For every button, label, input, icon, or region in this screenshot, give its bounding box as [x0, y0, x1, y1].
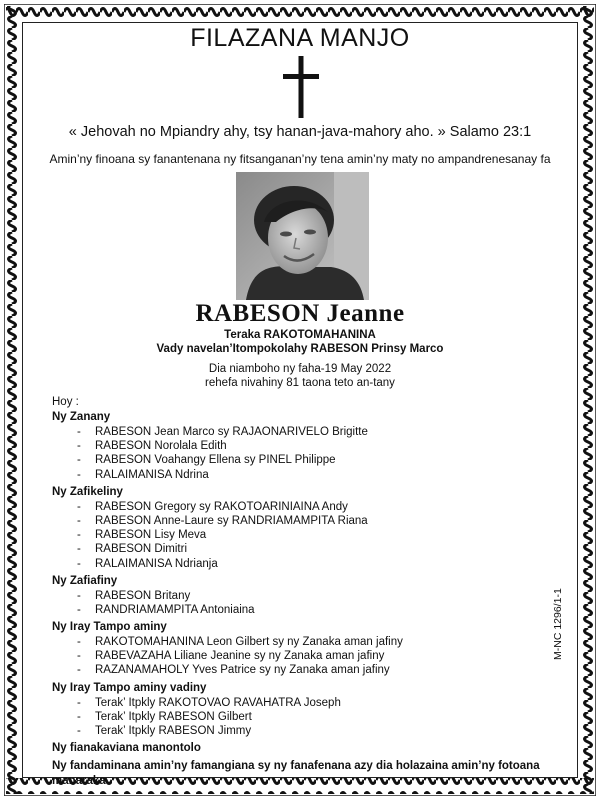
list-item: - RAZANAMAHOLY Yves Patrice sy ny Zanaka aman jafiny: [77, 664, 390, 677]
list-item: - RAKOTOMAHANINA Leon Gilbert sy ny Zanaka aman jafiny: [77, 636, 403, 649]
dash-marker: -: [77, 710, 81, 723]
dash-marker: -: [77, 696, 81, 709]
dash-marker: -: [77, 454, 81, 467]
list-item: - RABESON Dimitri: [77, 543, 188, 556]
dash-marker: -: [77, 603, 81, 616]
cross-icon: [283, 56, 319, 118]
footer-note: Ny fandaminana amin’ny famangiana sy ny fanafenana azy dia holazaina amin’ny fotoana manaraka.: [52, 760, 540, 788]
list-item: - Terak’ Itpkly RABESON Jimmy: [77, 725, 252, 737]
list-item: - RANDRIAMAMPITA Antoniaina: [77, 603, 255, 616]
dash-marker: -: [77, 725, 81, 737]
dash-marker: -: [77, 440, 81, 453]
dash-marker: -: [77, 468, 81, 481]
list-item: - RABESON Voahangy Ellena sy PINEL Philippe: [77, 454, 336, 467]
dash-marker: -: [77, 426, 81, 438]
list-item: - Terak’ Itpkly RAKOTOVAO RAVAHATRA Joseph: [77, 696, 341, 709]
widower-line: Vady navelan’Itompokolahy RABESON Prinsy Marco: [156, 343, 444, 355]
list-item: - RABESON Jean Marco sy RAJAONARIVELO Brigitte: [77, 426, 368, 438]
dash-marker: -: [77, 664, 81, 677]
list-item: - RABESON Gregory sy RAKOTOARINIAINA Andy: [77, 500, 348, 513]
birth-name: Teraka RAKOTOMAHANINA: [224, 329, 376, 341]
notice-title: FILAZANA MANJO: [190, 24, 410, 52]
list-item: - RABESON Britany: [77, 589, 191, 602]
age-line: rehefa nivahiny 81 taona teto an-tany: [205, 377, 395, 389]
portrait-photo: [236, 172, 369, 300]
section-heading: Ny Iray Tampo aminy vadiny: [52, 681, 207, 694]
intro-text: Amin’ny finoana sy fanantenana ny fitsanganan’ny tena amin’ny maty no ampandrenesanay fa: [49, 152, 551, 166]
hoy-label: Hoy :: [52, 396, 79, 408]
list-item: - RALAIMANISA Ndrina: [77, 468, 209, 481]
dash-marker: -: [77, 500, 81, 513]
dash-marker: -: [77, 557, 81, 570]
list-item: - RABESON Norolala Edith: [77, 440, 227, 453]
bible-quote: « Jehovah no Mpiandry ahy, tsy hanan-java-mahory aho. » Salamo 23:1: [68, 124, 532, 140]
section-heading: Ny Zanany: [52, 411, 111, 423]
list-item: - RABESON Anne-Laure sy RANDRIAMAMPITA Riana: [77, 514, 368, 527]
section-heading: Ny Zafiafiny: [52, 574, 118, 587]
section-heading: Ny Zafikeliny: [52, 485, 123, 498]
dash-marker: -: [77, 514, 81, 527]
dash-marker: -: [77, 650, 81, 663]
dash-marker: -: [77, 589, 81, 602]
family-label: Ny fianakaviana manontolo: [52, 742, 201, 755]
dash-marker: -: [77, 529, 81, 542]
reference-code: M-NC 1296/1-1: [552, 588, 564, 660]
list-item: - RABESON Lisy Meva: [77, 529, 207, 542]
deceased-name: RABESON Jeanne: [195, 300, 405, 327]
list-item: - Terak’ Itpkly RABESON Gilbert: [77, 710, 252, 723]
list-item: - RALAIMANISA Ndrianja: [77, 557, 218, 570]
family-list: [52, 394, 562, 789]
death-date: Dia niamboho ny faha-19 May 2022: [208, 363, 392, 375]
section-heading: Ny Iray Tampo aminy: [52, 621, 167, 634]
list-item: - RABEVAZAHA Liliane Jeanine sy ny Zanaka aman jafiny: [77, 650, 385, 663]
dash-marker: -: [77, 543, 81, 556]
dash-marker: -: [77, 636, 81, 649]
